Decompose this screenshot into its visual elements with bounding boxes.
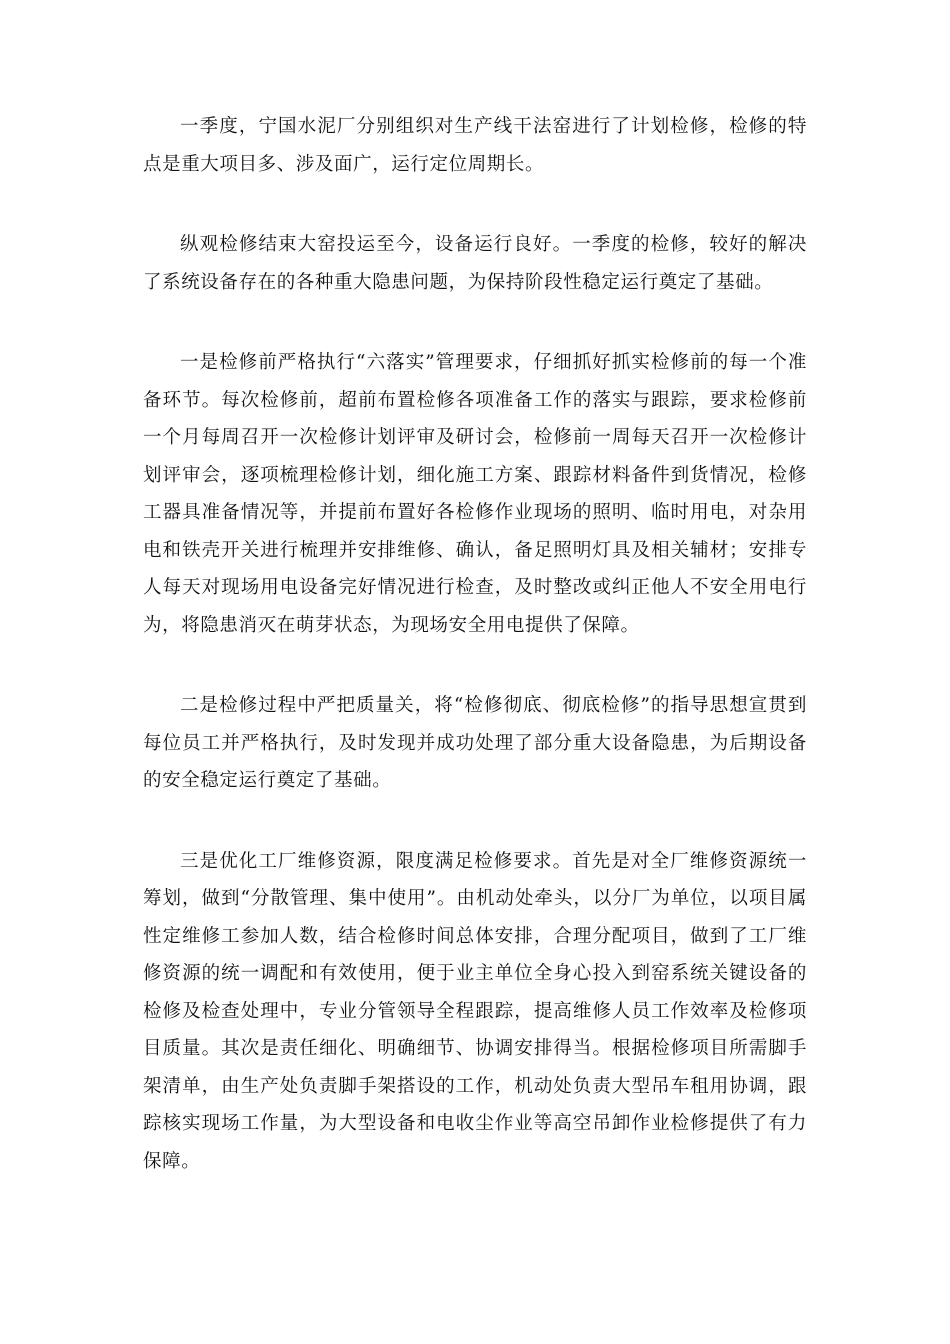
paragraph-4: 二是检修过程中严把质量关，将“检修彻底、彻底检修”的指导思想宣贯到每位员工并严格执行，及时发现并成功处理了部分重大设备隐患，为后期设备的安全稳定运行奠定了基础。 xyxy=(143,695,807,791)
paragraph-2: 纵观检修结束大窑投运至今，设备运行良好。一季度的检修，较好的解决了系统设备存在的各种重大隐患问题，为保持阶段性稳定运行奠定了基础。 xyxy=(143,234,807,293)
paragraph-1: 一季度，宁国水泥厂分别组织对生产线干法窑进行了计划检修，检修的特点是重大项目多、涉及面广，运行定位周期长。 xyxy=(143,116,807,175)
document-body xyxy=(143,108,807,1223)
paragraph-3: 一是检修前严格执行“六落实”管理要求，仔细抓好抓实检修前的每一个准备环节。每次检修前，超前布置检修各项准备工作的落实与跟踪，要求检修前一个月每周召开一次检修计划评审及研讨会，检修前一周每天召开一次检修计划评审会，逐项梳理检修计划，细化施工方案、跟踪材料备件到货情况，检修工器具准备情况等，并提前布置好各检修作业现场的照明、临时用电，对杂用电和铁壳开关进行梳理并安排维修、确认，备足照明灯具及相关辅材；安排专人每天对现场用电设备完好情况进行检查，及时整改或纠正他人不安全用电行为，将隐患消灭在萌芽状态，为现场安全用电提供了保障。 xyxy=(143,352,807,636)
paragraph-5: 三是优化工厂维修资源，限度满足检修要求。首先是对全厂维修资源统一筹划，做到“分散管理、集中使用”。由机动处牵头，以分厂为单位，以项目属性定维修工参加人数，结合检修时间总体安排，合理分配项目，做到了工厂维修资源的统一调配和有效使用，便于业主单位全身心投入到窑系统关键设备的检修及检查处理中，专业分管领导全程跟踪，提高维修人员工作效率及检修项目质量。其次是责任细化、明确细节、协调安排得当。根据检修项目所需脚手架清单，由生产处负责脚手架搭设的工作，机动处负责大型吊车租用协调，跟踪核实现场工作量，为大型设备和电收尘作业等高空吊卸作业检修提供了有力保障。 xyxy=(143,850,807,1172)
